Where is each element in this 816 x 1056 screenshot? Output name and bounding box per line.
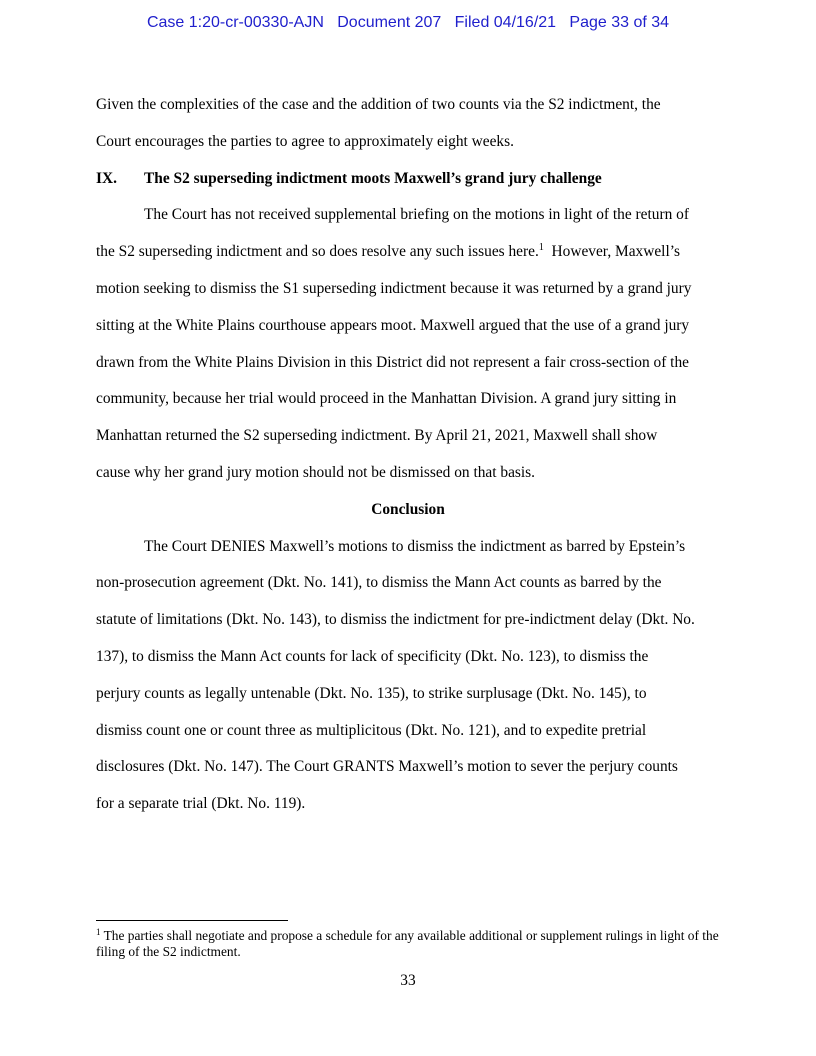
body-line xyxy=(96,238,720,275)
section-title: The S2 superseding indictment moots Maxwell’s grand jury challenge xyxy=(144,169,602,187)
body-line: cause why her grand jury motion should not be dismissed on that basis. xyxy=(96,463,536,481)
page-number: 33 xyxy=(400,972,416,989)
body-text: However, Maxwell’s xyxy=(543,243,680,261)
body-line: 137), to dismiss the Mann Act counts for lack of specificity (Dkt. No. 123), to dismiss the xyxy=(96,647,649,665)
document-number: Document 207 xyxy=(337,14,442,31)
body-line: sitting at the White Plains courthouse appears moot. Maxwell argued that the use of a grand jury xyxy=(96,316,690,334)
body-text: the S2 superseding indictment and so does resolve any such issues here. xyxy=(96,243,539,261)
section-heading xyxy=(96,165,720,202)
body-line: dismiss count one or count three as multiplicitous (Dkt. No. 121), and to expedite pretrial xyxy=(96,721,647,739)
body-line: The Court DENIES Maxwell’s motions to dismiss the indictment as barred by Epstein’s xyxy=(144,537,686,555)
body-line: for a separate trial (Dkt. No. 119). xyxy=(96,795,306,813)
body-line: statute of limitations (Dkt. No. 143), to dismiss the indictment for pre-indictment delay (Dkt. No. xyxy=(96,611,695,629)
footnote-divider xyxy=(96,920,288,921)
page-indicator: Page 33 of 34 xyxy=(569,14,670,31)
body-line: Given the complexities of the case and the addition of two counts via the S2 indictment, the xyxy=(96,96,661,113)
footnote xyxy=(96,928,726,960)
body-line: Court encourages the parties to agree to approximately eight weeks. xyxy=(96,132,514,150)
case-number: Case 1:20-cr-00330-AJN xyxy=(146,14,324,31)
footnote-reference[interactable]: 1 xyxy=(538,242,544,254)
filed-date: Filed 04/16/21 xyxy=(454,14,557,31)
document-body xyxy=(96,91,720,827)
body-line: The Court has not received supplemental briefing on the motions in light of the return of xyxy=(144,206,689,224)
body-line: community, because her trial would proceed in the Manhattan Division. A grand jury sitting in xyxy=(96,390,677,408)
conclusion-heading: Conclusion xyxy=(371,500,445,518)
body-line: drawn from the White Plains Division in this District did not represent a fair cross-section of the xyxy=(96,353,689,371)
body-line: non-prosecution agreement (Dkt. No. 141), to dismiss the Mann Act counts as barred by the xyxy=(96,574,662,592)
body-line: disclosures (Dkt. No. 147). The Court GRANTS Maxwell’s motion to sever the perjury counts xyxy=(96,758,678,776)
body-line: perjury counts as legally untenable (Dkt. No. 135), to strike surplusage (Dkt. No. 145), to xyxy=(96,684,647,702)
footnote-text: The parties shall negotiate and propose a schedule for any available additional or supplement rulings in light of the filing of the S2 indictment. xyxy=(96,928,719,959)
body-line: Manhattan returned the S2 superseding indictment. By April 21, 2021, Maxwell shall show xyxy=(96,427,658,445)
section-number: IX. xyxy=(96,169,117,187)
body-line: motion seeking to dismiss the S1 superseding indictment because it was returned by a grand jury xyxy=(96,279,692,297)
footnote-marker: 1 xyxy=(96,927,101,937)
case-header xyxy=(0,14,816,32)
